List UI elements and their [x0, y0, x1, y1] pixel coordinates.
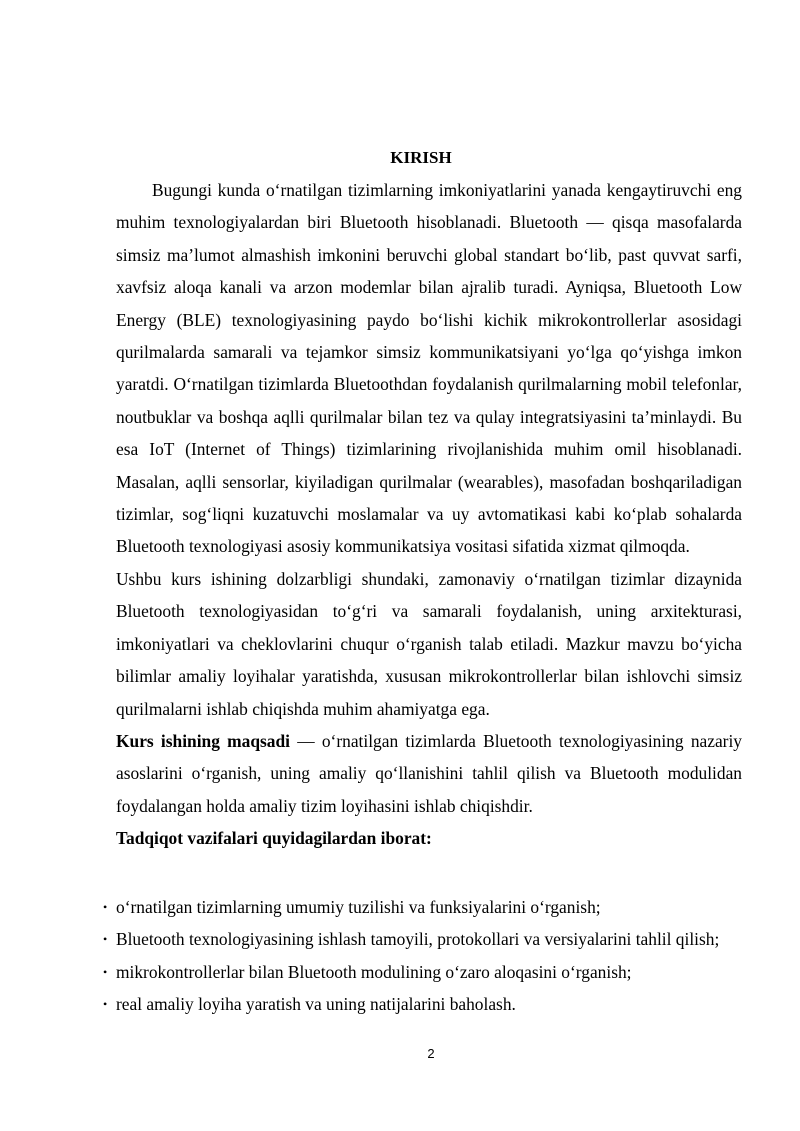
section-heading: KIRISH: [390, 148, 452, 167]
tasks-heading: Tadqiqot vazifalari quyidagilardan iborat:: [116, 828, 432, 849]
tasks-list: [103, 891, 742, 1021]
bullet-icon: •: [103, 964, 108, 979]
list-item: [103, 891, 742, 923]
list-item-text: Bluetooth texnologiyasining ishlash tamoyili, protokollari va versiyalarini tahlil qilish;: [116, 929, 720, 950]
bullet-icon: •: [103, 932, 108, 947]
list-item: [103, 956, 742, 988]
list-item-text: real amaliy loyiha yaratish va uning natijalarini baholash.: [116, 994, 516, 1015]
body-text: [116, 174, 742, 855]
paragraph-goal: [116, 725, 742, 822]
bullet-icon: •: [103, 900, 108, 914]
goal-label: Kurs ishining maqsadi: [116, 730, 290, 751]
list-item-text: o‘rnatilgan tizimlarning umumiy tuzilishi va funksiyalarini o‘rganish;: [116, 897, 601, 917]
list-item-text: mikrokontrollerlar bilan Bluetooth modulining o‘zaro aloqasini o‘rganish;: [116, 961, 632, 982]
paragraph-relevance: Ushbu kurs ishining dolzarbligi shundaki, zamonaviy o‘rnatilgan tizimlar dizaynida Bluetooth texnologiyasidan to‘g‘ri va samarali foydalanish, uning arxitekturasi, imkoniyatlari va cheklovlarini chuqur o‘rganish talab etiladi. Mazkur mavzu bo‘yicha bilimlar amaliy loyihalar yaratishda, xususan mikrokontrollerlar bilan ishlovchi simsiz qurilmalarni ishlab chiqishda muhim ahamiyatga ega.: [116, 568, 742, 719]
list-item: [103, 988, 742, 1020]
bullet-icon: •: [103, 997, 108, 1012]
paragraph-introduction: Bugungi kunda o‘rnatilgan tizimlarning imkoniyatlarini yanada kengaytiruvchi eng muhim texnologiyalardan biri Bluetooth hisoblanadi. Bluetooth — qisqa masofalarda simsiz ma’lumot almashish imkonini beruvchi global standart bo‘lib, past quvvat sarfi, xavfsiz aloqa kanali va arzon modemlar bilan ajralib turadi. Ayniqsa, Bluetooth Low Energy (BLE) texnologiyasining paydo bo‘lishi kichik mikrokontrollerlar asosidagi qurilmalarda samarali va tejamkor simsiz kommunikatsiyani yo‘lga qo‘yishga imkon yaratdi. O‘rnatilgan tizimlarda Bluetoothdan foydalanish qurilmalarning mobil telefonlar, noutbuklar va boshqa aqlli qurilmalar bilan tez va qulay integratsiyasini ta’minlaydi. Bu esa IoT (Internet of Things) tizimlarining rivojlanishida muhim omil hisoblanadi. Masalan, aqlli sensorlar, kiyiladigan qurilmalar (wearables), masofadan boshqariladigan tizimlar, sog‘liqni kuzatuvchi moslamalar va uy avtomatikasi kabi ko‘plab sohalarda Bluetooth texnologiyasi asosiy kommunikatsiya vositasi sifatida xizmat qilmoqda.: [116, 180, 742, 557]
goal-text: — o‘rnatilgan tizimlarda Bluetooth texnologiyasining nazariy asoslarini o‘rganish, uning amaliy qo‘llanishini tahlil qilish va Bluetooth modulidan foydalangan holda amaliy tizim loyihasini ishlab chiqishdir.: [116, 730, 742, 816]
list-item: [103, 923, 742, 955]
page-number: 2: [427, 1046, 435, 1061]
